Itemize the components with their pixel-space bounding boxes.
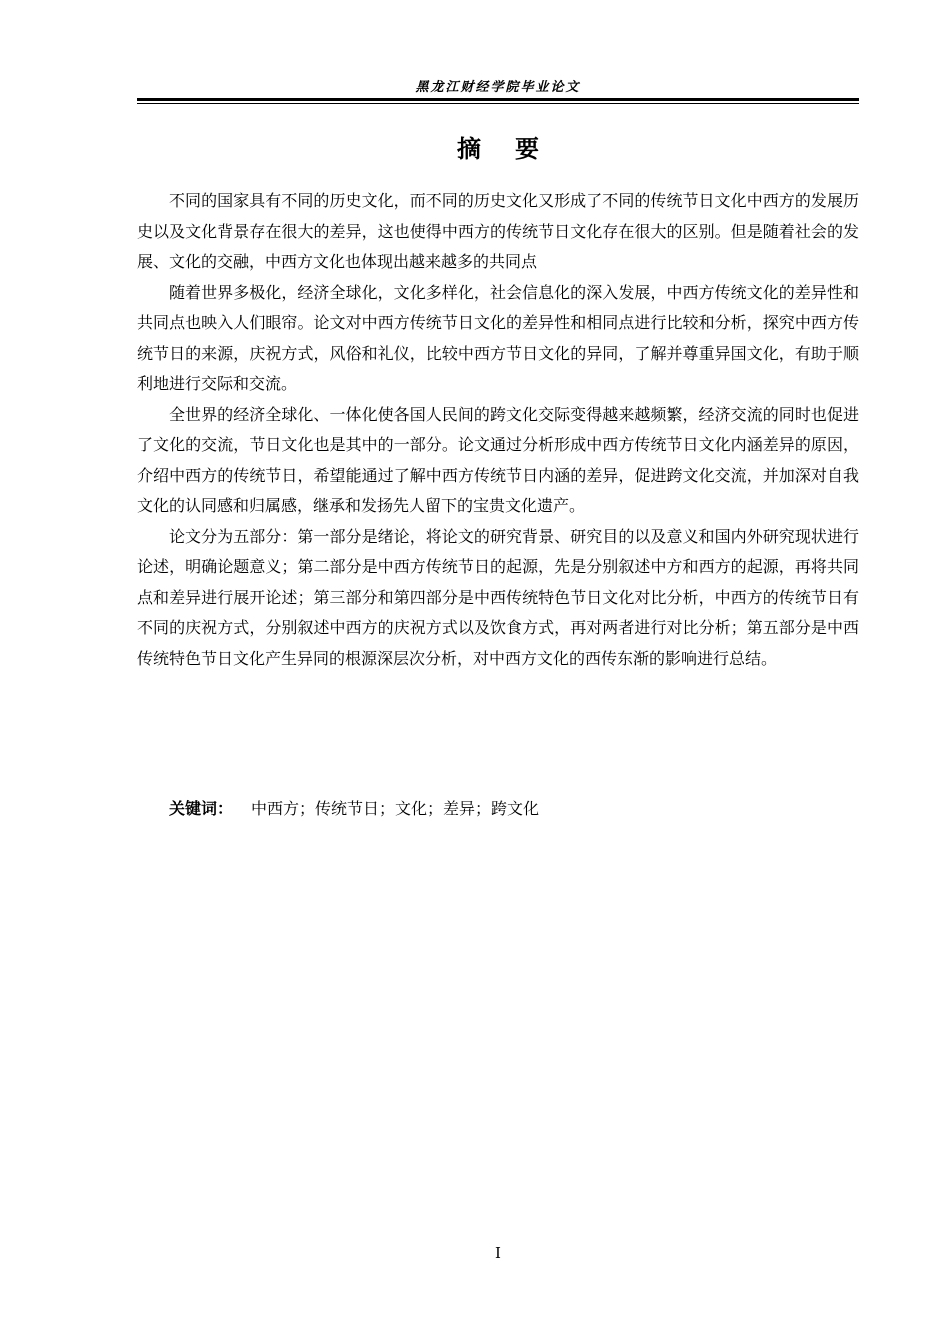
keywords-values: 中西方；传统节日；文化；差异；跨文化 [251, 799, 540, 818]
abstract-paragraph-4: 论文分为五部分：第一部分是绪论，将论文的研究背景、研究目的以及意义和国内外研究现状进行论述，明确论题意义；第二部分是中西方传统节日的起源，先是分别叙述中方和西方的起源，再将共同点和差异进行展开论述；第三部分和第四部分是中西传统特色节日文化对比分析，中西方的传统节日有不同的庆祝方式，分别叙述中西方的庆祝方式以及饮食方式，再对两者进行对比分析；第五部分是中西传统特色节日文化产生异同的根源深层次分析，对中西方文化的西传东渐的影响进行总结。 [137, 526, 859, 668]
abstract-paragraph-3: 全世界的经济全球化、一体化使各国人民间的跨文化交际变得越来越频繁，经济交流的同时也促进了文化的交流，节日文化也是其中的一部分。论文通过分析形成中西方传统节日文化内涵差异的原因，介绍中西方的传统节日，希望能通过了解中西方传统节日内涵的差异，促进跨文化交流，并加深对自我文化的认同感和归属感，继承和发扬先人留下的宝贵文化遗产。 [137, 404, 859, 515]
keywords-label: 关键词： [169, 799, 234, 818]
abstract-title: 摘要 [457, 134, 573, 163]
page-number: I [495, 1244, 501, 1262]
running-header: 黑龙江财经学院毕业论文 [415, 80, 581, 95]
abstract-paragraph-1: 不同的国家具有不同的历史文化，而不同的历史文化又形成了不同的传统节日文化中西方的发展历史以及文化背景存在很大的差异，这也使得中西方的传统节日文化存在很大的区别。但是随着社会的发展、文化的交融，中西方文化也体现出越来越多的共同点 [137, 191, 859, 271]
keywords-line [137, 794, 859, 824]
header-rule-thin [137, 103, 859, 104]
header-rule-thick [137, 98, 859, 101]
abstract-paragraph-2: 随着世界多极化，经济全球化，文化多样化，社会信息化的深入发展，中西方传统文化的差异性和共同点也映入人们眼帘。论文对中西方传统节日文化的差异性和相同点进行比较和分析，探究中西方传统节日的来源，庆祝方式，风俗和礼仪，比较中西方节日文化的异同，了解并尊重异国文化，有助于顺利地进行交际和交流。 [137, 282, 859, 393]
abstract-body [137, 186, 859, 674]
